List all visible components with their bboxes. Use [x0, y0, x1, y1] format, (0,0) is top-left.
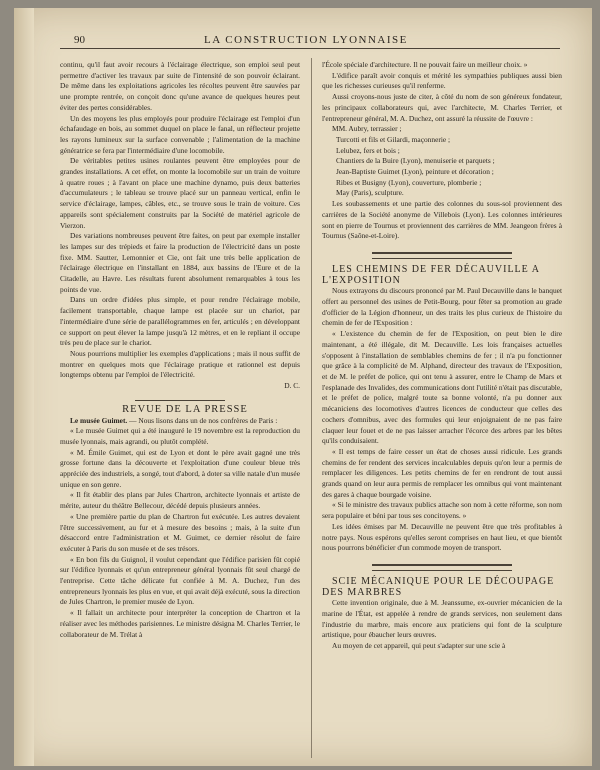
paragraph: « Si le ministre des travaux publics attache son nom à cette réforme, son nom sera populaire et béni par tous ses concitoyens. »: [322, 500, 562, 521]
list-item: Chantiers de la Buire (Lyon), menuiserie et parquets ;: [336, 156, 495, 166]
paragraph: Aussi croyons-nous juste de citer, à côté du nom de son généreux fondateur, les principaux collaborateurs qui, avec l'architecte, M. Charles Terrier, et l'entrepreneur général, M. A. Duchez, ont assuré la réussite de l'œuvre :: [322, 92, 562, 123]
paragraph: Les soubassements et une partie des colonnes du sous-sol proviennent des carrières de la Société anonyme de Villebois (Lyon). Les colonnes intérieures sont en pierre de Tournus et proviennent des carrières de MM. Jeangeon frères à Tournus (Saône-et-Loire).: [322, 199, 562, 241]
list-item: Lelubez, fers et bois ;: [336, 145, 400, 155]
column-divider: [311, 58, 312, 758]
press-lead-text: — Nous lisons dans un de nos confrères de Paris :: [127, 415, 278, 425]
paragraph: Au moyen de cet appareil, qui peut s'adapter sur une scie à: [332, 641, 506, 651]
paragraph: Nous extrayons du discours prononcé par M. Paul Decauville dans le banquet offert au personnel des usines de Petit-Bourg, pour fêter sa promotion au grade d'officier de la Légion d'honneur, un des traits les plus curieux de l'histoire du chemin de fer de l'Exposition :: [322, 286, 562, 328]
section-title: SCIE MÉCANIQUE POUR LE DÉCOUPAGE DES MARBRES: [322, 575, 555, 598]
list-item: MM. Aubry, terrassier ;: [332, 124, 402, 134]
paragraph: Des variations nombreuses peuvent être faites, on peut par exemple installer les lampes sur des trépieds et faire la production de l'électricité dans un poste fixe. MM. Sautter, Lemonnier et Cie, ont fait une très belle application de l'éclairage électrique en l'installant en 1884, aux bassins de l'Eure et de la Citadelle, au Havre. Les résultats furent absolument remarquables à tous les points de vue.: [60, 231, 300, 294]
paragraph: De véritables petites usines roulantes peuvent être employées pour de grandes installations. A cet effet, on monte la locomobile sur un train de voiture à quatre roues ; à l'avant on place une machine dynamo, puis deux batteries d'accumulateurs ; le tableau se trouve placé sur un panneau vertical, enfin le service d'éclairage, lampes, câbles, etc., se trouve sous le train de voiture. Ces appareils sont spécialement construits par la Société de matériel agricole de Vierzon.: [60, 156, 300, 230]
running-head: LA CONSTRUCTION LYONNAISE: [204, 34, 408, 46]
paragraph: Nous pourrions multiplier les exemples d'applications ; mais il nous suffit de montrer en quelques mots que l'éclairage pratique et rationnel est depuis longtemps obtenu par l'emploi de l'électricité.: [60, 348, 300, 380]
paragraph: Les idées émises par M. Decauville ne peuvent être que très profitables à notre pays. Nous espérons qu'elles seront comprises en haut lieu, et que bientôt nous pourrons bénéficier d'un commode moyen de transport.: [322, 521, 562, 553]
paragraph: continu, qu'il faut avoir recours à l'éclairage électrique, son emploi seul peut permettre d'activer les travaux par suite de l'intensité de son pouvoir éclairant. De même dans les exploitations agricoles les récoltes peuvent être sauvées par une prompte rentrée, on conçoit donc qu'une avance de quelques heures peut éviter des pertes considérables.: [60, 60, 300, 112]
page-header: [74, 30, 574, 50]
paragraph: Dans un ordre d'idées plus simple, et pour rendre l'éclairage mobile, facilement transportable, chaque lampe est placée sur un chariot, par l'intermédiaire d'une série de parallélogrammes en fer, articulés ; en développant ce support on peut élever la lampe jusqu'à 12 mètres, et en le repliant il occupe très peu de place sur le chariot.: [60, 295, 300, 348]
paragraph: L'édifice paraît avoir conquis et mérité les sympathies publiques aussi bien que les richesses curieuses qu'il renferme.: [322, 70, 562, 91]
paragraph: Un des moyens les plus employés pour produire l'éclairage est l'emploi d'un échafaudage en bois, au sommet duquel on place le fanal, un réflecteur projette les rayons lumineux sur la surface convenable ; l'alimentation de la machine génératrice se fera par l'intermédiaire d'une locomobile.: [60, 113, 300, 155]
list-item: Jean-Baptiste Guimet (Lyon), peinture et décoration ;: [336, 167, 494, 177]
list-item: Ribes et Busigny (Lyon), couverture, plomberie ;: [336, 177, 482, 187]
section-divider: [372, 564, 512, 571]
paragraph: « Il fallait un architecte pour interpréter la conception de Chartron et la réaliser avec les méthodes parisiennes. Le ministre désigna M. Charles Terrier, le collaborateur de M. Trélat à: [60, 608, 300, 639]
paragraph: « M. Émile Guimet, qui est de Lyon et dont le père avait gagné une très grosse fortune dans la découverte et l'exploitation d'une couleur bleue très appréciée des industriels, a songé, tout d'abord, à doter sa ville natale d'un musée unique en son genre.: [60, 447, 300, 489]
author-signature: [60, 381, 300, 392]
section-divider: [135, 400, 225, 401]
signature-text: D. C.: [284, 381, 300, 391]
paragraph: l'École spéciale d'architecture. Il ne pouvait faire un meilleur choix. »: [322, 60, 528, 69]
paragraph: Cette invention originale, due à M. Jeanssume, ex-ouvrier mécanicien de la marine de l'État, est appelée à rendre de grands services, non seulement dans l'industrie du marbre, mais encore aux praticiens qui font de la sculpture artistique, pour ébaucher leurs œuvres.: [322, 598, 562, 640]
page-number: 90: [74, 34, 85, 46]
header-rule: [60, 48, 560, 49]
section-title: REVUE DE LA PRESSE: [122, 403, 248, 415]
page-binding: [14, 8, 34, 766]
left-column: [60, 60, 300, 640]
right-column: [322, 60, 562, 652]
section-divider: [372, 252, 512, 259]
section-title: LES CHEMINS DE FER DÉCAUVILLE A L'EXPOSITION: [322, 263, 540, 286]
paragraph: « Une première partie du plan de Chartron fut exécutée. Les autres devaient l'être successivement, au fur et à mesure des besoins ; mais, à la suite d'un désaccord entre l'administration et M. Guimet, ce dernier résolut de faire exécuter à Paris du son musée et de ses trésors.: [60, 511, 300, 553]
paragraph: « L'existence du chemin de fer de l'Exposition, on peut bien le dire maintenant, a été illégale, dit M. Decauville. Les lois françaises actuelles s'opposent à l'installation de semblables chemins de fer ; il n'a pu fonctionner que grâce à la complicité de M. Alphand, directeur des travaux de l'Exposition, et de M. le préfet de police, qui ont tenu à assurer, entre le Champ de Mars et l'esplanade des Invalides, des communications dont l'utilité n'était pas discutable, et le préfet de police, malgré toute sa bonne volonté, n'a pu donner aux mécaniciens des locomotives d'autres licences de conducteur que celles des cochers d'omnibus, avec des formules qui leur enjoignaient de ne pas faire claquer leur fouet et de ne pas laisser arracher l'écorce des arbres par les bêtes qu'ils conduisaient.: [322, 329, 562, 446]
list-item: Turcotti et fils et Gilardi, maçonnerie ;: [336, 134, 451, 144]
paragraph: « Le musée Guimet qui a été inauguré le 19 novembre est la reproduction du musée lyonnais, mais agrandi, ou plutôt complété.: [60, 426, 300, 446]
contributors-list: [322, 124, 562, 199]
paragraph: « Il est temps de faire cesser un état de choses aussi ridicule. Les grands chemins de fer rendent des services incalculables depuis qu'on leur a permis de remplacer les diligences. Les petits chemins de fer en rendront de tout aussi grands quand on leur aura permis de remplacer les omnibus qui vont maintenant des gares à chaque bourgade voisine.: [322, 446, 562, 499]
press-lead-label: Le musée Guimet.: [70, 415, 128, 425]
list-item: May (Paris), sculpture.: [336, 188, 404, 198]
paragraph: « En bon fils du Guignol, il voulut cependant que l'édifice parisien fût copié sur l'édifice lyonnais et qu'un entrepreneur général lyonnais fût seul chargé de l'entreprise. Cette tâche délicate fut confiée à M. A. Duchez, l'un des entrepreneurs lyonnais les plus en vue, et qui avait déjà exécuté, sous la direction de Jules Chartron, le premier musée de Lyon.: [60, 554, 300, 607]
press-lead: [60, 416, 300, 427]
paragraph: « Il fit établir des plans par Jules Chartron, architecte lyonnais et artiste de mérite, auteur du théâtre Bellecour, décédé depuis plusieurs années.: [60, 490, 300, 511]
